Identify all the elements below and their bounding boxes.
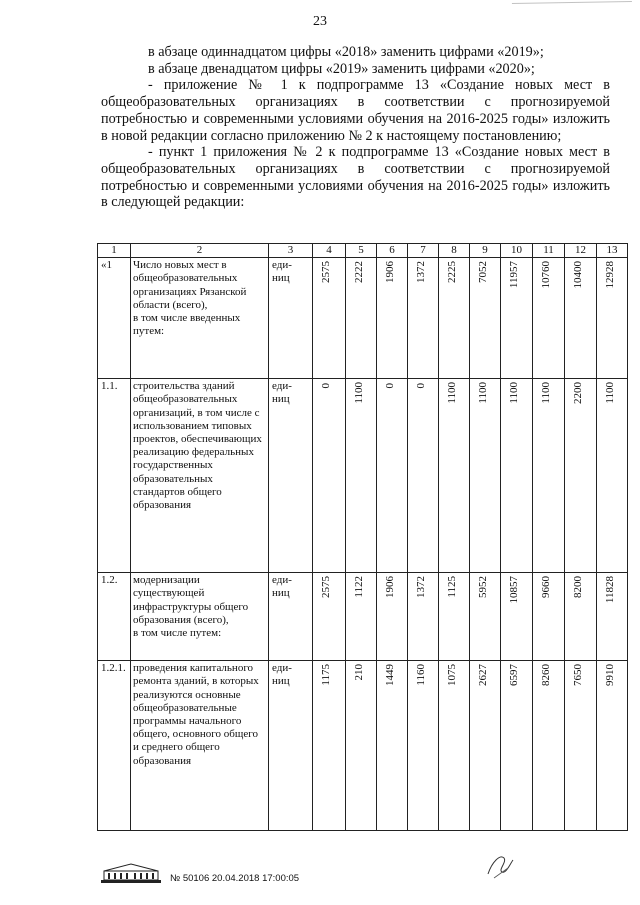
value-text: 1100: [508, 382, 520, 404]
signature-mark-icon: [480, 844, 520, 884]
value-text: 2575: [320, 576, 332, 599]
header-cell: 2: [131, 244, 269, 258]
value-text: 1906: [384, 261, 396, 284]
value-cell: [470, 258, 501, 379]
value-text: 2222: [353, 261, 365, 284]
table-body: [98, 258, 628, 831]
header-cell: 11: [533, 244, 565, 258]
building-logo-icon: [100, 862, 162, 884]
value-cell: [377, 661, 408, 831]
value-text: 2627: [477, 664, 489, 687]
value-text: 11957: [508, 261, 520, 289]
value-text: 1100: [604, 382, 616, 404]
data-table-container: [97, 243, 617, 831]
header-cell: 12: [565, 244, 597, 258]
body-text: [101, 44, 610, 211]
value-text: 12928: [604, 261, 616, 289]
value-text: 1100: [540, 382, 552, 404]
value-text: 1372: [415, 576, 427, 599]
value-text: 5952: [477, 576, 489, 599]
value-cell: [501, 661, 533, 831]
value-cell: [565, 379, 597, 573]
value-cell: [597, 661, 628, 831]
value-text: 1175: [320, 664, 332, 686]
row-unit-cell: еди- ниц: [269, 573, 313, 661]
value-cell: [439, 258, 470, 379]
value-text: 1906: [384, 576, 396, 599]
header-cell: 6: [377, 244, 408, 258]
table-row: [98, 258, 628, 379]
value-text: 7650: [572, 664, 584, 687]
row-unit-cell: еди- ниц: [269, 379, 313, 573]
value-text: 10857: [508, 576, 520, 604]
page-number: 23: [313, 14, 327, 29]
value-cell: [501, 258, 533, 379]
data-table: [97, 243, 628, 831]
row-name-cell: Число новых мест в общеобразовательных организациях Рязанской области (всего), в том числе введенных путем:: [131, 258, 269, 379]
value-text: 2225: [446, 261, 458, 284]
value-text: 1449: [384, 664, 396, 687]
value-cell: [597, 258, 628, 379]
value-cell: [501, 379, 533, 573]
value-cell: [470, 573, 501, 661]
paragraph-4: - пункт 1 приложения № 2 к подпрограмме 13 «Создание новых мест в общеобразовательных организациях в соответствии с прогнозируемой потребностью и современными условиями обучения на 2016-2025 годы» изложить в следующей редакции:: [101, 144, 610, 211]
value-cell: [470, 379, 501, 573]
value-cell: [470, 661, 501, 831]
table-row: [98, 661, 628, 831]
value-cell: [313, 379, 346, 573]
value-cell: [439, 573, 470, 661]
value-text: 1075: [446, 664, 458, 687]
paragraph-2: в абзаце двенадцатом цифры «2019» заменить цифрами «2020»;: [148, 60, 535, 77]
value-text: 10760: [540, 261, 552, 289]
value-cell: [565, 258, 597, 379]
value-cell: [346, 573, 377, 661]
value-cell: [313, 661, 346, 831]
value-text: 8200: [572, 576, 584, 599]
row-number-cell: 1.2.: [98, 573, 131, 661]
value-text: 7052: [477, 261, 489, 284]
paragraph-3: - приложение № 1 к подпрограмме 13 «Создание новых мест в общеобразовательных организациях в соответствии с прогнозируемой потребностью и современными условиями обучения на 2016-2025 годы» изложить в новой редакции согласно приложению № 2 к настоящему постановлению;: [101, 77, 610, 144]
value-text: 8260: [540, 664, 552, 687]
value-cell: [439, 379, 470, 573]
value-text: 10400: [572, 261, 584, 289]
value-cell: [346, 661, 377, 831]
row-name-cell: проведения капитального ремонта зданий, в которых реализуются основные общеобразовательные программы начального общего, основного общего и среднего общего образования: [131, 661, 269, 831]
row-number-cell: 1.1.: [98, 379, 131, 573]
value-text: 0: [415, 382, 427, 389]
value-text: 6597: [508, 664, 520, 687]
value-text: 9910: [604, 664, 616, 687]
value-text: 2575: [320, 261, 332, 284]
table-row: [98, 573, 628, 661]
scan-edge-mark: [512, 1, 632, 12]
paragraph-1: в абзаце одиннадцатом цифры «2018» заменить цифрами «2019»;: [148, 44, 544, 60]
value-text: 0: [384, 382, 396, 389]
registration-stamp: № 50106 20.04.2018 17:00:05: [170, 873, 300, 884]
header-cell: 7: [408, 244, 439, 258]
value-text: 1100: [477, 382, 489, 404]
value-cell: [408, 379, 439, 573]
header-cell: 8: [439, 244, 470, 258]
row-unit-cell: еди- ниц: [269, 661, 313, 831]
value-cell: [533, 573, 565, 661]
header-cell: 1: [98, 244, 131, 258]
value-cell: [565, 573, 597, 661]
value-text: 1125: [446, 576, 458, 598]
value-cell: [533, 379, 565, 573]
value-cell: [313, 573, 346, 661]
value-cell: [377, 258, 408, 379]
row-unit-cell: еди- ниц: [269, 258, 313, 379]
value-text: 1160: [415, 664, 427, 686]
value-cell: [439, 661, 470, 831]
footer: [100, 862, 540, 892]
value-text: 1100: [353, 382, 365, 404]
header-cell: 3: [269, 244, 313, 258]
value-cell: [346, 379, 377, 573]
value-cell: [313, 258, 346, 379]
row-number-cell: 1.2.1.: [98, 661, 131, 831]
header-cell: 5: [346, 244, 377, 258]
value-cell: [533, 661, 565, 831]
value-text: 1122: [353, 576, 365, 598]
header-cell: 4: [313, 244, 346, 258]
value-cell: [597, 573, 628, 661]
value-text: 2200: [572, 382, 584, 405]
row-number-cell: «1: [98, 258, 131, 379]
table-row: [98, 379, 628, 573]
value-cell: [408, 573, 439, 661]
value-text: 1372: [415, 261, 427, 284]
value-text: 210: [353, 664, 365, 681]
value-text: 9660: [540, 576, 552, 599]
value-cell: [597, 379, 628, 573]
value-cell: [346, 258, 377, 379]
value-cell: [501, 573, 533, 661]
row-name-cell: модернизации существующей инфраструктуры общего образования (всего), в том числе путем:: [131, 573, 269, 661]
value-cell: [408, 661, 439, 831]
value-cell: [533, 258, 565, 379]
value-cell: [377, 573, 408, 661]
header-cell: 9: [470, 244, 501, 258]
value-cell: [408, 258, 439, 379]
value-text: 1100: [446, 382, 458, 404]
value-cell: [377, 379, 408, 573]
table-header-row: [98, 244, 628, 258]
row-name-cell: строительства зданий общеобразовательных организаций, в том числе с использованием типовых проектов, обеспечивающих реализацию федеральных государственных образовательных стандартов общего образования: [131, 379, 269, 573]
header-cell: 13: [597, 244, 628, 258]
value-text: 11828: [604, 576, 616, 604]
value-text: 0: [320, 382, 332, 389]
header-cell: 10: [501, 244, 533, 258]
value-cell: [565, 661, 597, 831]
